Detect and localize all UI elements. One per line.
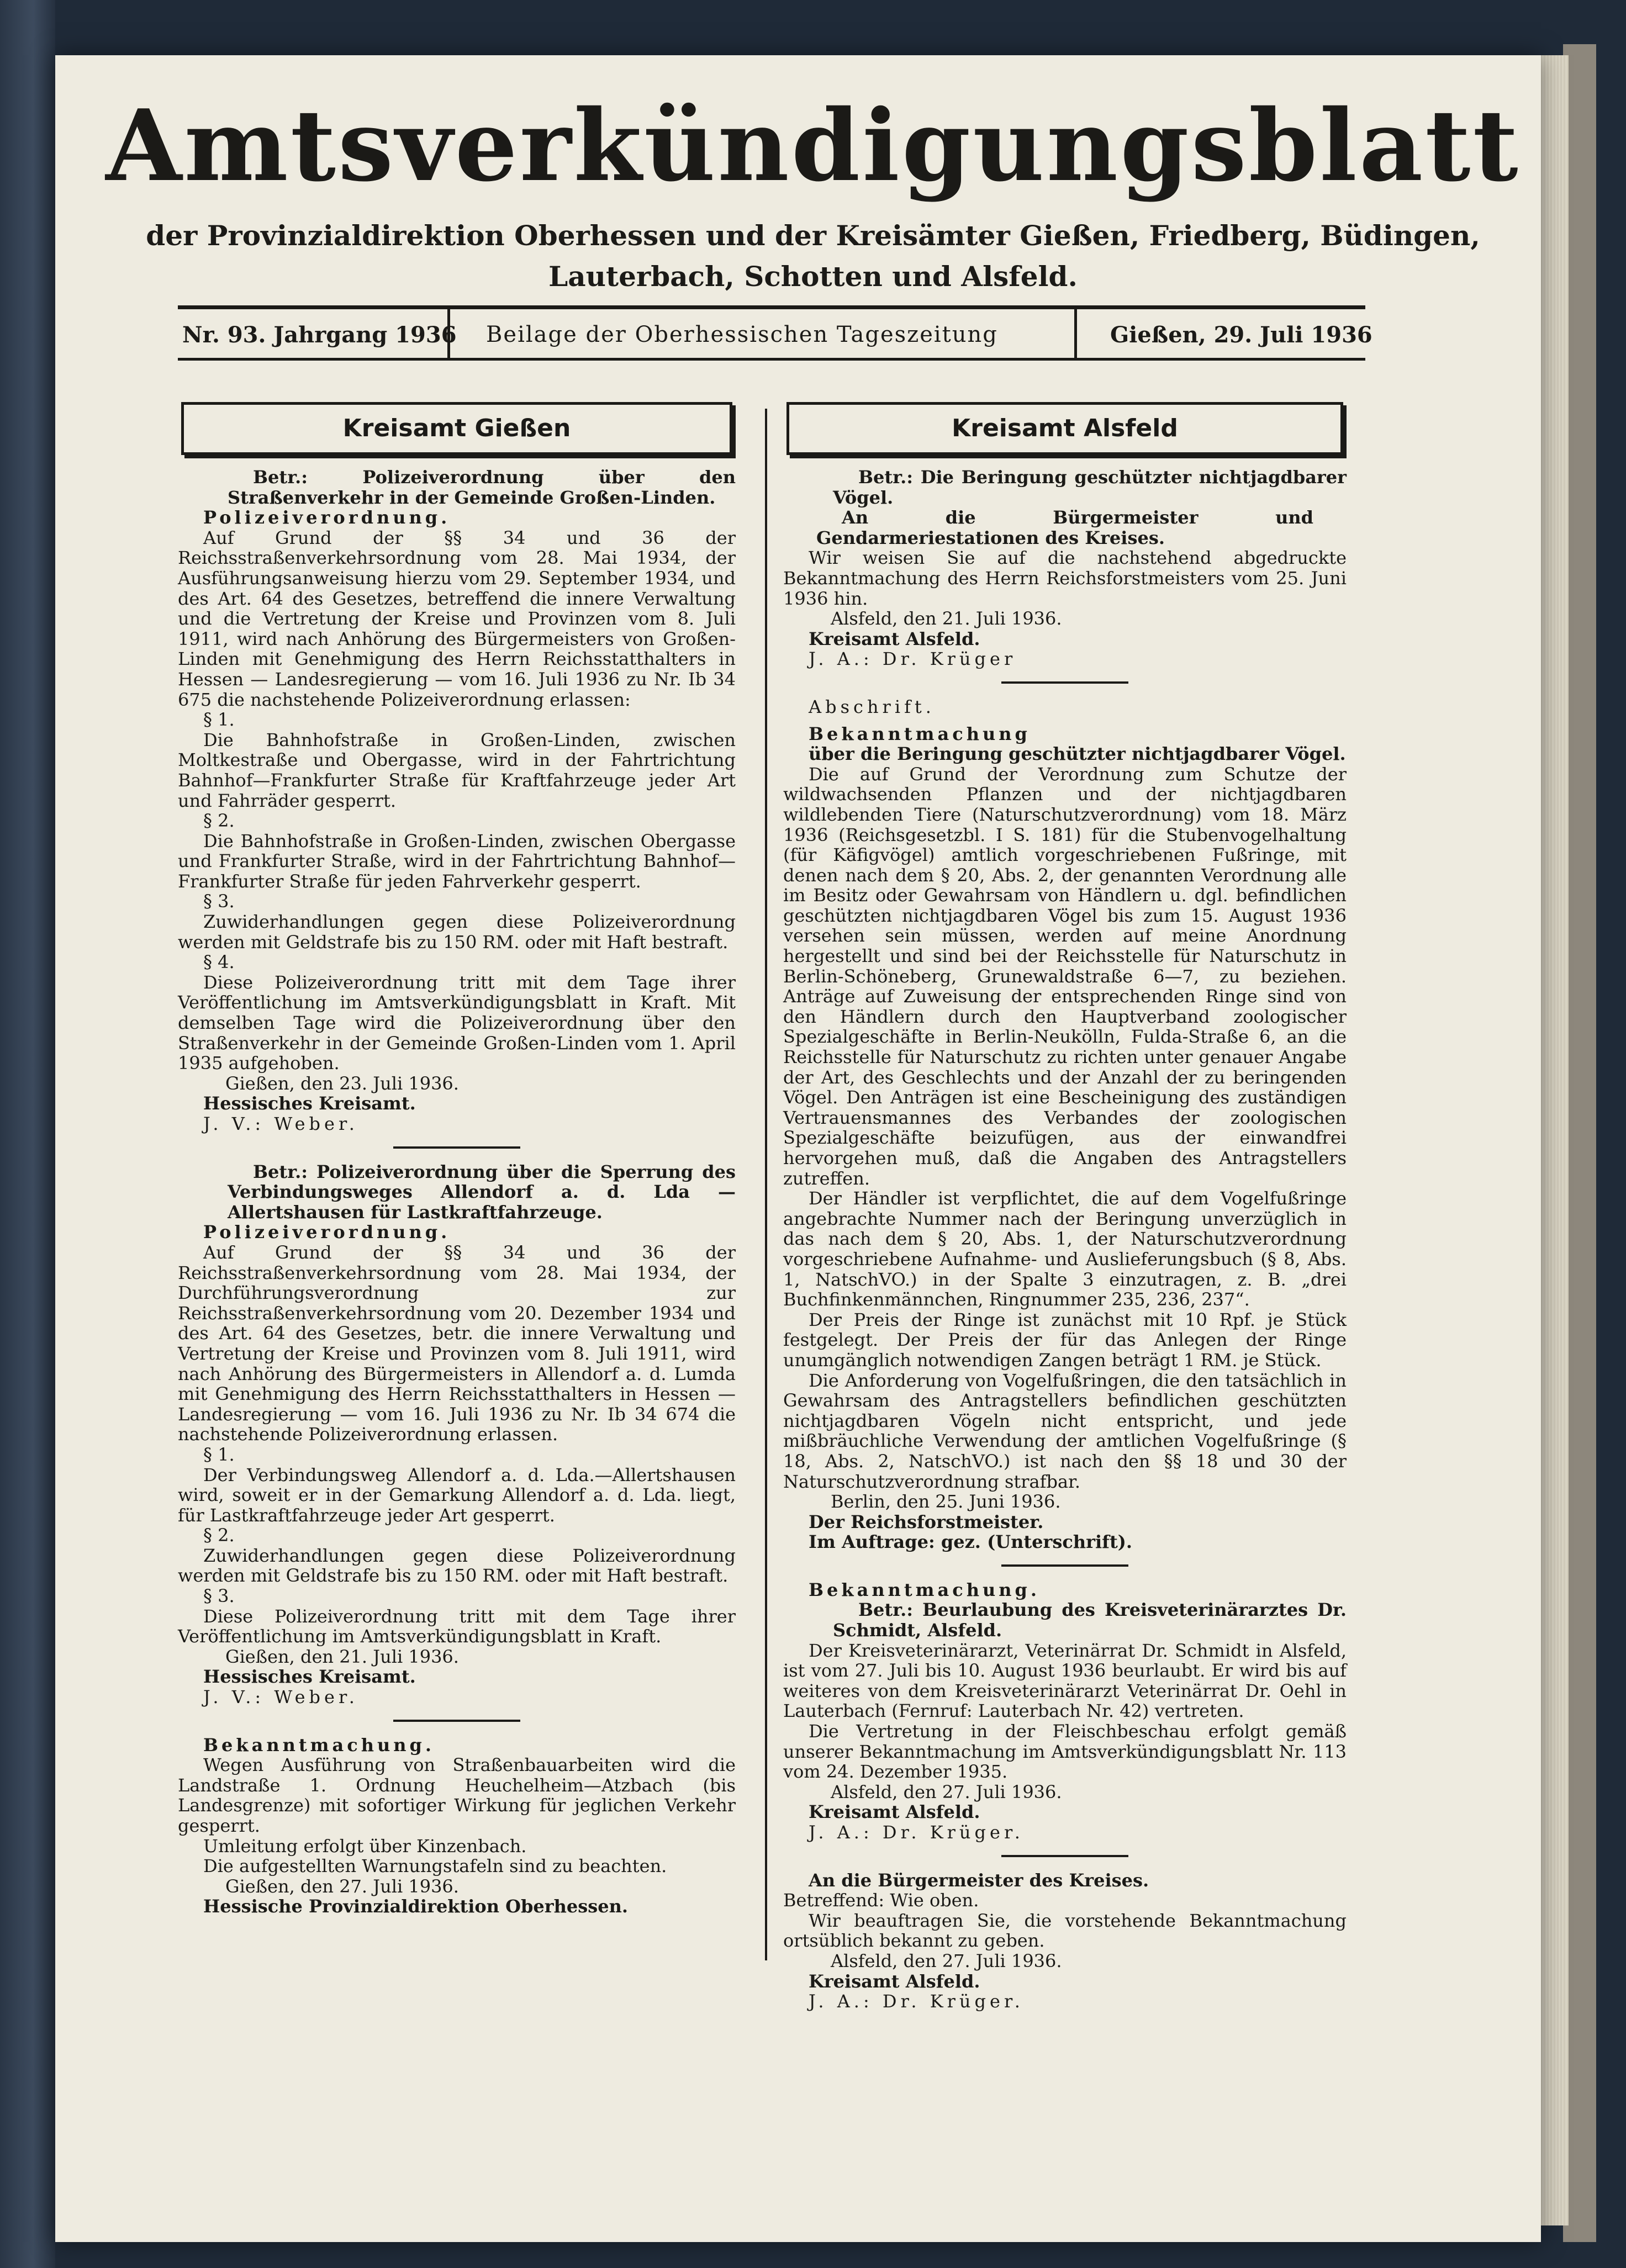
separator-rule (1001, 1564, 1128, 1567)
signature-place-date: Alsfeld, den 21. Juli 1936. (831, 608, 1062, 630)
notice-text: Die Bahnhofstraße in Großen-Linden, zwischen Moltkestraße und Obergasse, wird in der Fahrtrichtung Bahnhof—Frankfurter Straße für Kraftfahrzeuge jeder Art und Fahrräder gesperrt. (178, 729, 736, 811)
separator-rule (1001, 681, 1128, 684)
left-column (178, 398, 736, 1917)
notice-text: Der Kreisveterinärarzt, Veterinärrat Dr. Schmidt in Alsfeld, ist vom 27. Juli bis 10. August 1936 beurlaubt. Er wird bis auf weiteres von dem Kreisveterinärarzt Veterinärrat Dr. Oehl in Lauterbach (Fernruf: Lauterbach Nr. 42) vertreten. (783, 1640, 1347, 1722)
signature-signer: J. A.: Dr. Krüger. (809, 1991, 1024, 2012)
copy-label: Abschrift. (809, 696, 935, 717)
notice-text: Der Verbindungsweg Allendorf a. d. Lda.—Allertshausen wird, soweit er in der Gemarkung Allendorf a. d. Lda. liegt, für Lastkraftfahrzeuge jeder Art gesperrt. (178, 1464, 736, 1526)
signature-office: Der Reichsforstmeister. (809, 1511, 1044, 1532)
paragraph-number: § 2. (203, 810, 235, 832)
signature-place-date: Gießen, den 23. Juli 1936. (225, 1072, 459, 1094)
notice-heading: Bekanntmachung. (203, 1734, 435, 1756)
notice-subject: Betr.: Polizeiverordnung über den Straßenverkehr in der Gemeinde Großen-Linden. (228, 467, 736, 508)
signature-signer: J. V.: Weber. (203, 1113, 358, 1134)
paragraph-number: § 2. (203, 1525, 235, 1546)
masthead-title: Amtsverkündigungsblatt (105, 88, 1521, 203)
notice-text: Auf Grund der §§ 34 und 36 der Reichsstraßenverkehrsordnung vom 28. Mai 1934, der Durchführungsverordnung zur Reichsstraßenverkehrsordnung vom 20. Dezember 1934 und des Art. 64 des Gesetzes, betr. die innere Verwaltung und Vertretung der Kreise und Provinzen vom 8. Juli 1911, wird nach Anhörung des Bürgermeisters in Allendorf a. d. Lumda mit Genehmigung des Herrn Reichsstatthalters in Hessen — Landesregierung — vom 16. Juli 1936 zu Nr. Ib 34 674 die nachstehende Polizeiverordnung erlassen. (178, 1241, 736, 1445)
signature-office: Hessisches Kreisamt. (203, 1666, 416, 1688)
notice-subject: Betr.: Die Beringung geschützter nichtjagdbarer Vögel. (833, 467, 1347, 508)
notice-text: Wir beauftragen Sie, die vorstehende Bekanntmachung ortsüblich bekannt zu geben. (783, 1910, 1347, 1952)
notice-text: Auf Grund der §§ 34 und 36 der Reichsstraßenverkehrsordnung vom 28. Mai 1934, der Ausführungsanweisung hierzu vom 29. September 1934, und des Art. 64 des Gesetzes, betreffend die innere Verwaltung und die Vertretung der Kreise und Provinzen vom 8. Juli 1911, wird nach Anhörung des Bürgermeisters von Großen-Linden mit Genehmigung des Herrn Reichsstatthalters in Hessen — Landesregierung — vom 16. Juli 1936 zu Nr. Ib 34 675 die nachstehende Polizeiverordnung erlassen: (178, 527, 736, 710)
signature-place-date: Berlin, den 25. Juni 1936. (831, 1491, 1061, 1513)
info-bar-divider-right (1074, 305, 1077, 361)
paragraph-number: § 3. (203, 1585, 235, 1607)
notice-text: Wegen Ausführung von Straßenbauarbeiten wird die Landstraße 1. Ordnung Heuchelheim—Atzbach (bis Landesgrenze) mit sofortiger Wirkung für jeglichen Verkehr gesperrt. (178, 1754, 736, 1836)
signature-office: Hessische Provinzialdirektion Oberhessen. (203, 1896, 629, 1917)
notice-text: Die Vertretung in der Fleischbeschau erfolgt gemäß unserer Bekanntmachung im Amtsverkündigungsblatt Nr. 113 vom 24. Dezember 1935. (783, 1721, 1347, 1783)
notice-heading: Bekanntmachung. (809, 1579, 1041, 1600)
signature-place-date: Alsfeld, den 27. Juli 1936. (831, 1950, 1062, 1971)
notice-text: Der Händler ist verpflichtet, die auf dem Vogelfußringe angebrachte Nummer nach der Beringung unverzüglich in das nach dem § 20, Abs. 1, der Naturschutzverordnung vorgeschriebene Aufnahme- und Auslieferungsbuch (§ 8, Abs. 1, NatschVO.) in der Spalte 3 einzutragen, z. B. „drei Buchfinkenmännchen, Ringnummer 235, 236, 237“. (783, 1188, 1347, 1310)
signature-signer: J. A.: Dr. Krüger. (809, 1822, 1024, 1843)
separator-rule (393, 1146, 520, 1149)
separator-rule (1001, 1855, 1128, 1857)
signature-signer: Im Auftrage: gez. (Unterschrift). (809, 1531, 1132, 1553)
signature-office: Kreisamt Alsfeld. (809, 1970, 980, 1992)
notice-heading: Bekanntmachung (809, 723, 1031, 744)
notice-subject: Betr.: Polizeiverordnung über die Sperrung des Verbindungsweges Allendorf a. d. Lda — Allertshausen für Lastkraftfahrzeuge. (228, 1161, 736, 1223)
signature-place-date: Gießen, den 27. Juli 1936. (225, 1875, 459, 1897)
signature-office: Hessisches Kreisamt. (203, 1093, 416, 1114)
signature-office: Kreisamt Alsfeld. (809, 628, 980, 649)
notice-reference: Betreffend: Wie oben. (783, 1890, 979, 1911)
signature-place-date: Alsfeld, den 27. Juli 1936. (831, 1781, 1062, 1802)
signature-signer: J. V.: Weber. (203, 1687, 358, 1708)
notice-addressee: An die Bürgermeister des Kreises. (809, 1869, 1149, 1891)
paragraph-number: § 4. (203, 951, 235, 973)
notice-text: Die Anforderung von Vogelfußringen, die den tatsächlich in Gewahrsam des Antragstellers befindlichen geschützten nichtjagdbaren Vögeln nicht entspricht, und jede mißbräuchliche Verwendung der amtlichen Vogelfußringe (§ 18, Abs. 2, NatschVO.) ist nach den §§ 18 und 30 der Naturschutzverordnung strafbar. (783, 1370, 1347, 1492)
info-bar-top-rule (178, 305, 1365, 309)
signature-office: Kreisamt Alsfeld. (809, 1801, 980, 1823)
notice-heading: Polizeiverordnung. (203, 507, 451, 528)
supplement-line: Beilage der Oberhessischen Tageszeitung (486, 322, 998, 347)
info-bar-bottom-rule (178, 358, 1365, 361)
right-column (783, 398, 1347, 2012)
issue-date: Gießen, 29. Juli 1936 (1110, 322, 1372, 348)
notice-text: Die aufgestellten Warnungstafeln sind zu beachten. (203, 1855, 667, 1877)
book-binding (0, 0, 55, 2268)
section-box-kreisamt-alsfeld: Kreisamt Alsfeld (786, 402, 1343, 455)
notice-subheading: über die Beringung geschützter nichtjagdbarer Vögel. (809, 743, 1346, 765)
notice-text: Zuwiderhandlungen gegen diese Polizeiverordnung werden mit Geldstrafe bis zu 150 RM. oder mit Haft bestraft. (178, 911, 736, 953)
notice-text: Die auf Grund der Verordnung zum Schutze der wildwachsenden Pflanzen und der nichtjagdbaren wildlebenden Tiere (Naturschutzverordnung) vom 18. März 1936 (Reichsgesetzbl. I S. 181) für die Stubenvogelhaltung (für Käfigvögel) amtlich vorgeschriebenen Fußringe, mit denen nach dem § 20, Abs. 2, der genannten Verordnung alle im Besitz oder Gewahrsam von Händlern u. dgl. befindlichen geschützten nichtjagdbaren Vögel bis zum 15. August 1936 versehen sein müssen, werden auf meine Anordnung hergestellt und sind bei der Reichsstelle für Naturschutz in Berlin-Schöneberg, Grunewaldstraße 6—7, zu beziehen. Anträge auf Zuweisung der entsprechenden Ringe sind von den Händlern durch den Hauptverband zoologischer Spezialgeschäfte in Berlin-Neukölln, Fulda-Straße 6, an die Reichsstelle für Naturschutz zu richten unter genauer Angabe der Art, des Geschlechts und der Anzahl der zu beringenden Vögel. Den Anträgen ist eine Bescheinigung des zuständigen Vertrauensmannes des Verbandes der zoologischen Spezialgeschäfte beizufügen, aus der einwandfrei hervorgehen muß, daß die Angaben des Antragstellers zutreffen. (783, 763, 1347, 1189)
signature-place-date: Gießen, den 21. Juli 1936. (225, 1646, 459, 1667)
notice-addressee: An die Bürgermeister und Gendarmeriestationen des Kreises. (816, 507, 1313, 548)
notice-text: Die Bahnhofstraße in Großen-Linden, zwischen Obergasse und Frankfurter Straße, wird in der Fahrtrichtung Bahnhof—Frankfurter Straße für jeden Fahrverkehr gesperrt. (178, 830, 736, 892)
notice-heading: Polizeiverordnung. (203, 1222, 451, 1243)
section-box-kreisamt-giessen: Kreisamt Gießen (181, 402, 732, 455)
paragraph-number: § 3. (203, 891, 235, 912)
notice-text: Diese Polizeiverordnung tritt mit dem Tage ihrer Veröffentlichung im Amtsverkündigungsblatt in Kraft. Mit demselben Tage wird die Polizeiverordnung über den Straßenverkehr in der Gemeinde Großen-Linden vom 1. April 1935 aufgehoben. (178, 971, 736, 1074)
column-divider (765, 409, 767, 1960)
issue-number: Nr. 93. Jahrgang 1936 (182, 322, 457, 348)
separator-rule (393, 1720, 520, 1722)
notice-text: Wir weisen Sie auf die nachstehend abgedruckte Bekanntmachung des Herrn Reichsforstmeisters vom 25. Juni 1936 hin. (783, 547, 1347, 609)
paragraph-number: § 1. (203, 709, 235, 731)
notice-text: Der Preis der Ringe ist zunächst mit 10 Rpf. je Stück festgelegt. Der Preis der für das Anlegen der Ringe unumgänglich notwendigen Zangen beträgt 1 RM. je Stück. (783, 1309, 1347, 1371)
notice-text: Diese Polizeiverordnung tritt mit dem Tage ihrer Veröffentlichung im Amtsverkündigungsblatt in Kraft. (178, 1605, 736, 1647)
notice-subject: Betr.: Beurlaubung des Kreisveterinärarztes Dr. Schmidt, Alsfeld. (833, 1599, 1347, 1641)
paragraph-number: § 1. (203, 1444, 235, 1465)
notice-text: Zuwiderhandlungen gegen diese Polizeiverordnung werden mit Geldstrafe bis zu 150 RM. oder mit Haft bestraft. (178, 1545, 736, 1587)
masthead-subtitle: der Provinzialdirektion Oberhessen und der Kreisämter Gießen, Friedberg, Büdingen, Lauterbach, Schotten und Alsfeld. (146, 219, 1480, 293)
signature-signer: J. A.: Dr. Krüger (809, 648, 1017, 670)
notice-text: Umleitung erfolgt über Kinzenbach. (203, 1835, 527, 1857)
